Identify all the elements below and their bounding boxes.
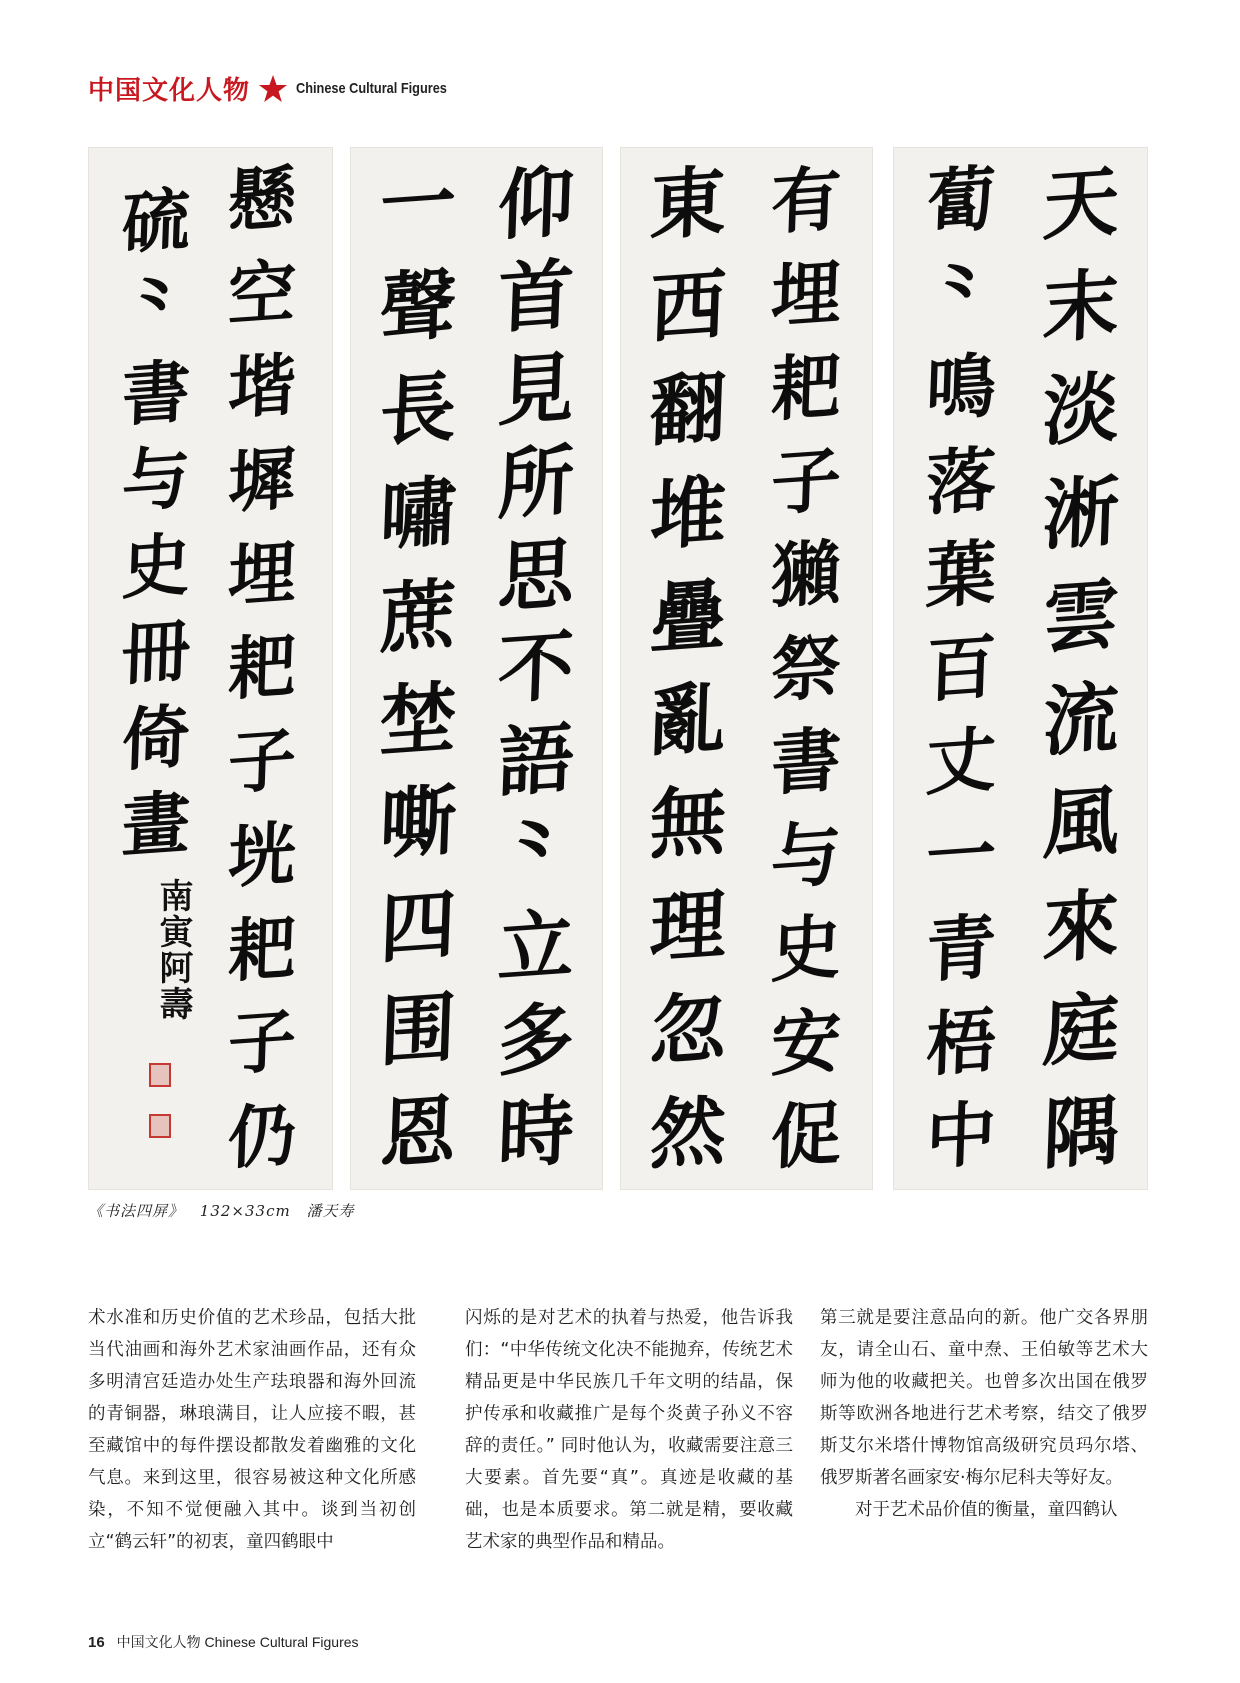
calligraphy-character: 丈 bbox=[924, 717, 998, 806]
calligraphy-character: 与 bbox=[120, 437, 192, 523]
red-seal bbox=[149, 1114, 171, 1138]
calligraphy-column bbox=[481, 156, 591, 1180]
calligraphy-character: 立 bbox=[496, 899, 576, 994]
brand-title-en: Chinese Cultural Figures bbox=[296, 80, 447, 97]
calligraphy-character: 思 bbox=[496, 527, 576, 623]
calligraphy-panel-3 bbox=[620, 147, 873, 1190]
calligraphy-character: ⺀ bbox=[120, 265, 192, 351]
calligraphy-character: ⺀ bbox=[496, 806, 576, 902]
calligraphy-character: 硫 bbox=[120, 179, 192, 265]
calligraphy-character: 落 bbox=[924, 436, 998, 526]
calligraphy-character: 一 bbox=[378, 156, 458, 251]
caption-title: 《书法四屏》 bbox=[88, 1202, 185, 1220]
calligraphy-column bbox=[1026, 156, 1136, 1180]
body-paragraph: 第三就是要注意品向的新。他广交各界朋友，请全山石、童中焘、王伯敏等艺术大师为他的收藏把关。也曾多次出国在俄罗斯等欧洲各地进行艺术考察，结交了俄罗斯艾尔米塔什博物馆高级研究员玛尔塔、俄罗斯著名画家安·梅尔尼科夫等好友。 bbox=[820, 1308, 1148, 1488]
calligraphy-character: 促 bbox=[769, 1091, 843, 1180]
calligraphy-panel-1 bbox=[88, 147, 333, 1190]
calligraphy-character: 安 bbox=[769, 997, 843, 1087]
calligraphy-character: 鳴 bbox=[924, 343, 998, 432]
calligraphy-character: 聲 bbox=[378, 259, 458, 355]
body-column-1 bbox=[88, 1302, 416, 1558]
calligraphy-character: 子 bbox=[769, 436, 843, 526]
calligraphy-character: 書 bbox=[769, 717, 843, 806]
body-paragraph: 闪烁的是对艺术的执着与热爱，他告诉我们：“中华传统文化决不能抛弃，传统艺术精品更是中华民族几千年文明的结晶，保护传承和收藏推广是每个炎黄子孙义不容辞的责任。” 同时他认为，收藏需要注意三大要素。首先要“真”。真迹是收藏的基础，也是本质要求。第二就是精，要收藏艺术家的典型作品和精品。 bbox=[465, 1308, 793, 1552]
calligraphy-character: 仰 bbox=[496, 156, 576, 251]
calligraphy-character: 畫 bbox=[120, 782, 192, 868]
calligraphy-character: 堆 bbox=[648, 465, 728, 561]
calligraphy-character: 一 bbox=[924, 810, 998, 900]
calligraphy-character: 忽 bbox=[648, 981, 728, 1077]
calligraphy-character: 有 bbox=[769, 156, 843, 245]
calligraphy-character: 獺 bbox=[769, 530, 843, 619]
calligraphy-character: 流 bbox=[1041, 672, 1121, 767]
calligraphy-character: 四 bbox=[378, 878, 458, 974]
calligraphy-character: 天 bbox=[1041, 156, 1121, 251]
calligraphy-character: 西 bbox=[648, 259, 728, 355]
calligraphy-character: 空 bbox=[226, 251, 298, 337]
artwork-caption bbox=[88, 1200, 365, 1221]
calligraphy-character: 子 bbox=[226, 1000, 298, 1086]
calligraphy-column bbox=[751, 156, 861, 1180]
caption-size: 132×33cm bbox=[199, 1202, 291, 1220]
calligraphy-character: 亂 bbox=[648, 672, 728, 767]
calligraphy-column bbox=[101, 179, 211, 868]
brand-title-cn: 中国文化人物 bbox=[88, 76, 251, 106]
calligraphy-character: 淅 bbox=[1041, 465, 1121, 561]
calligraphy-character: 蔔 bbox=[924, 156, 998, 245]
calligraphy-character: 然 bbox=[648, 1085, 728, 1180]
calligraphy-character: 倚 bbox=[120, 696, 192, 782]
calligraphy-character: 多 bbox=[496, 992, 576, 1087]
calligraphy-column bbox=[906, 156, 1016, 1180]
calligraphy-character: 埋 bbox=[769, 249, 843, 339]
calligraphy-character: 隅 bbox=[1041, 1085, 1121, 1180]
calligraphy-character: 末 bbox=[1041, 259, 1121, 355]
calligraphy-character: 祭 bbox=[769, 623, 843, 713]
calligraphy-character: 見 bbox=[496, 341, 576, 437]
calligraphy-character: 墀 bbox=[226, 438, 298, 524]
calligraphy-character: 長 bbox=[378, 362, 458, 458]
calligraphy-character: 疊 bbox=[648, 569, 728, 664]
calligraphy-character: 葉 bbox=[924, 530, 998, 619]
calligraphy-character: 不 bbox=[496, 620, 576, 716]
red-seal bbox=[149, 1063, 171, 1087]
calligraphy-character: 垙 bbox=[226, 813, 298, 899]
calligraphy-panel-2 bbox=[350, 147, 603, 1190]
calligraphy-character: 時 bbox=[496, 1085, 576, 1180]
calligraphy-character: 冊 bbox=[120, 610, 192, 696]
calligraphy-character: 淡 bbox=[1041, 362, 1121, 458]
calligraphy-character: 語 bbox=[496, 713, 576, 809]
calligraphy-character: 蔗 bbox=[378, 569, 458, 664]
body-paragraph: 术水准和历史价值的艺术珍品，包括大批当代油画和海外艺术家油画作品，还有众多明清宫廷造办处生产珐琅器和海外回流的青铜器，琳琅满目，让人应接不暇，甚至藏馆中的每件摆设都散发着幽雅的文化气息。来到这里，很容易被这种文化所感染，不知不觉便融入其中。谈到当初创立“鹤云轩”的初衷，童四鹤眼中 bbox=[88, 1308, 416, 1552]
body-column-3 bbox=[820, 1302, 1148, 1526]
calligraphy-character: 風 bbox=[1041, 775, 1121, 871]
calligraphy-character: 無 bbox=[648, 775, 728, 871]
calligraphy-column bbox=[363, 156, 473, 1180]
calligraphy-character: 史 bbox=[769, 904, 843, 993]
calligraphy-character: 嘯 bbox=[378, 465, 458, 561]
calligraphy-character: 來 bbox=[1041, 878, 1121, 974]
calligraphy-character: 梧 bbox=[924, 997, 998, 1087]
body-paragraph: 对于艺术品价值的衡量，童四鹤认 bbox=[855, 1500, 1118, 1520]
calligraphy-column bbox=[207, 157, 317, 1180]
calligraphy-character: 堦 bbox=[226, 344, 298, 430]
calligraphy-character: 围 bbox=[378, 981, 458, 1077]
page-footer bbox=[88, 1632, 359, 1652]
calligraphy-column bbox=[633, 156, 743, 1180]
calligraphy-character: 百 bbox=[924, 623, 998, 713]
calligraphy-character: ⺀ bbox=[924, 249, 998, 339]
calligraphy-character: 中 bbox=[924, 1091, 998, 1180]
calligraphy-character: 雲 bbox=[1041, 569, 1121, 664]
calligraphy-character: 恩 bbox=[378, 1085, 458, 1180]
calligraphy-character: 子 bbox=[226, 719, 298, 805]
caption-artist: 潘天寿 bbox=[306, 1202, 355, 1220]
calligraphy-character: 与 bbox=[769, 810, 843, 900]
page-number: 16 bbox=[88, 1634, 105, 1651]
calligraphy-character: 首 bbox=[496, 249, 576, 344]
calligraphy-character: 理 bbox=[648, 878, 728, 974]
body-column-2 bbox=[465, 1302, 793, 1558]
calligraphy-character: 嘶 bbox=[378, 775, 458, 871]
artist-signature: 南寅阿壽 bbox=[153, 878, 193, 1022]
calligraphy-character: 耙 bbox=[769, 343, 843, 432]
calligraphy-character: 懸 bbox=[226, 157, 298, 243]
calligraphy-character: 書 bbox=[120, 351, 192, 437]
calligraphy-character: 仍 bbox=[226, 1094, 298, 1180]
calligraphy-character: 埋 bbox=[226, 532, 298, 618]
calligraphy-character: 庭 bbox=[1041, 981, 1121, 1077]
calligraphy-panel-4 bbox=[893, 147, 1148, 1190]
footer-text: 中国文化人物 Chinese Cultural Figures bbox=[116, 1634, 359, 1650]
calligraphy-character: 史 bbox=[120, 523, 192, 610]
calligraphy-character: 所 bbox=[496, 434, 576, 530]
magazine-header bbox=[88, 70, 474, 107]
calligraphy-character: 東 bbox=[648, 156, 728, 251]
red-star-icon bbox=[258, 74, 288, 104]
calligraphy-character: 青 bbox=[924, 904, 998, 993]
calligraphy-character: 埜 bbox=[378, 672, 458, 767]
calligraphy-character: 耙 bbox=[226, 625, 298, 712]
calligraphy-character: 耙 bbox=[226, 906, 298, 993]
calligraphy-character: 翻 bbox=[648, 362, 728, 458]
